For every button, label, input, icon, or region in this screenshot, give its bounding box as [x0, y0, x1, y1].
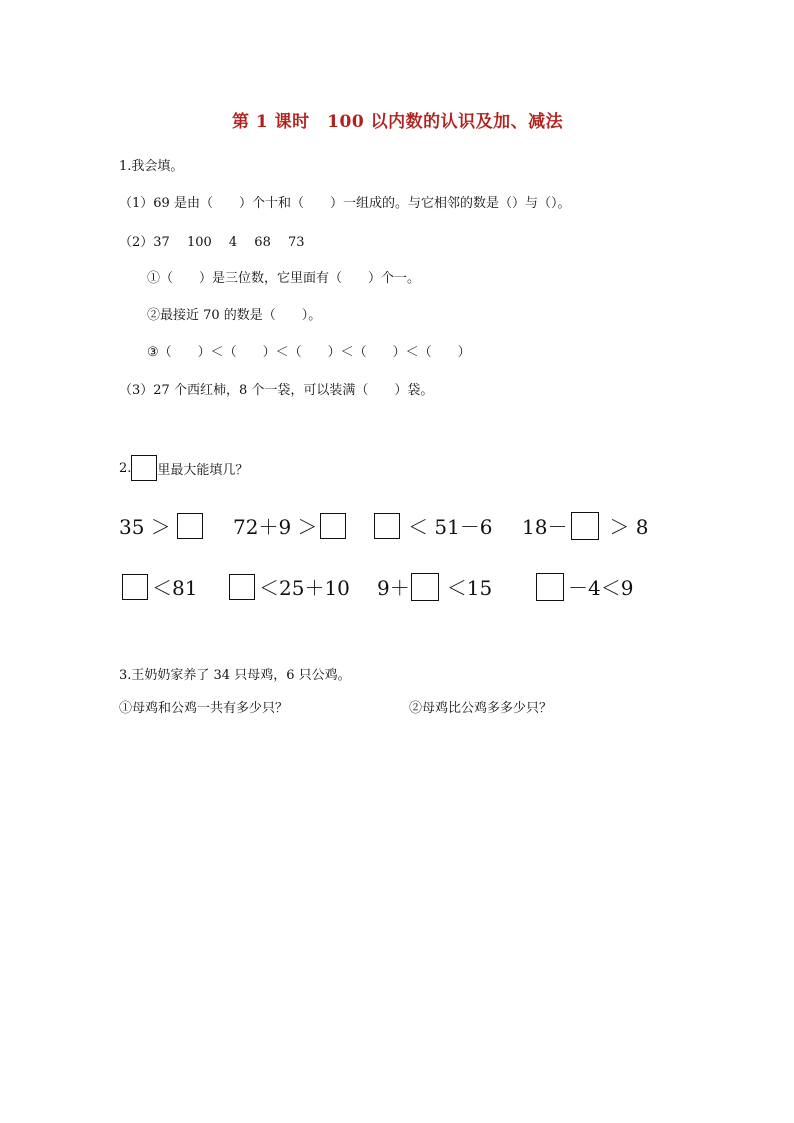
item-left-text: 18－	[522, 515, 568, 539]
item-left-text: 35 ＞	[119, 515, 171, 539]
item-left-text: 9＋	[377, 576, 410, 600]
answer-box[interactable]	[177, 513, 203, 539]
q2-item-3	[374, 511, 493, 540]
answer-box[interactable]	[536, 573, 564, 601]
q3-part-a: ①母鸡和公鸡一共有多少只？	[119, 701, 289, 716]
answer-box[interactable]	[229, 574, 255, 600]
q1-part1: （1）69 是由（ ）个十和（ ）一组成的。与它相邻的数是（）与（）。	[119, 196, 571, 211]
q2-item-1	[119, 511, 203, 540]
answer-box[interactable]	[374, 513, 400, 539]
item-right-text: ＞ 8	[609, 515, 649, 539]
q3-heading: 3.王奶奶家养了 34 只母鸡，6 只公鸡。	[119, 668, 351, 683]
q1-heading: 1.我会填。	[119, 159, 184, 174]
q2-heading-text: 里最大能填几？	[157, 462, 249, 478]
q2-item-8	[536, 572, 633, 601]
q2-item-4	[522, 511, 649, 540]
q2-number: 2.	[119, 460, 132, 476]
q1-part3: （3）27 个西红柿，8 个一袋，可以装满（ ）袋。	[119, 383, 434, 398]
page-title: 第 1 课时 100 以内数的认识及加、减法	[232, 112, 564, 132]
item-right-text: －4＜9	[568, 576, 634, 600]
item-left-text: 72＋9 ＞	[233, 515, 318, 539]
q3-part-b: ②母鸡比公鸡多多少只？	[409, 701, 553, 716]
item-right-text: ＜ 51－6	[408, 515, 493, 539]
q1-part2-c: ③（ ）＜（ ）＜（ ）＜（ ）＜（ ）	[147, 345, 471, 360]
answer-box[interactable]	[320, 513, 346, 539]
answer-box[interactable]	[122, 574, 148, 600]
q2-heading	[119, 455, 248, 481]
q1-part2-numbers: （2）37 100 4 68 73	[119, 235, 305, 250]
answer-box-sample	[131, 455, 157, 481]
q2-item-5	[122, 572, 197, 601]
item-right-text: ＜81	[152, 576, 198, 600]
item-right-text: ＜25＋10	[259, 576, 350, 600]
item-right-text: ＜15	[446, 576, 493, 600]
q2-item-7	[377, 572, 492, 601]
answer-box[interactable]	[571, 512, 599, 540]
answer-box[interactable]	[411, 573, 439, 601]
q1-part2-a: ①（ ）是三位数，它里面有（ ）个一。	[147, 271, 421, 286]
q1-part2-b: ②最接近 70 的数是（ ）。	[147, 308, 322, 323]
q2-item-6	[229, 572, 350, 601]
q2-item-2	[233, 511, 346, 540]
